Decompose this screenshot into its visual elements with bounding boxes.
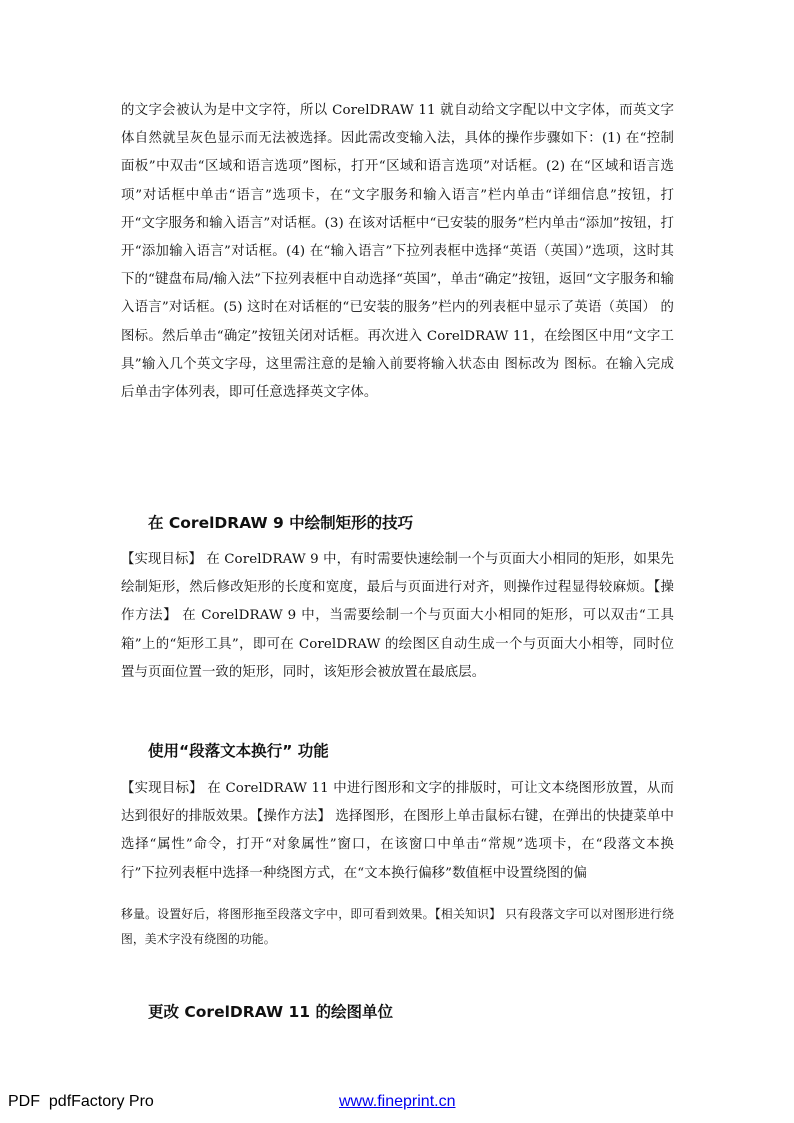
heading-change-drawing-units: 更改 CorelDRAW 11 的绘图单位 xyxy=(148,1003,393,1021)
text-wrap-paragraph: 【实现目标】 在 CorelDRAW 11 中进行图形和文字的排版时，可让文本绕图形放置，从而达到很好的排版效果。【操作方法】 选择图形，在图形上单击鼠标右键，在弹出的快捷菜单中选择“属性”命令，打开“对象属性”窗口，在该窗口中单击“常规”选项卡，在“段落文本换行”下拉列表框中选择一种绕图方式，在“文本换行偏移”数值框中设置绕图的偏 xyxy=(121,781,674,881)
heading-draw-rectangle: 在 CorelDRAW 9 中绘制矩形的技巧 xyxy=(148,514,414,532)
intro-paragraph: 的文字会被认为是中文字符，所以 CorelDRAW 11 就自动给文字配以中文字体，而英文字体自然就呈灰色显示而无法被选择。因此需改变输入法，具体的操作步骤如下：(1) 在“控制面板”中双击“区域和语言选项”图标，打开“区域和语言选项”对话框。(2) 在“区域和语言选项”对话框中单击“语言”选项卡，在“文字服务和输入语言”栏内单击“详细信息”按钮，打开“文字服务和输入语言”对话框。(3) 在该对话框中“已安装的服务”栏内单击“添加”按钮，打开“添加输入语言”对话框。(4) 在“输入语言”下拉列表框中选择“英语（英国）”选项，这时其下的“键盘布局/输入法”下拉列表框中自动选择“英国”，单击“确定”按钮，返回“文字服务和输入语言”对话框。(5) 这时在对话框的“已安装的服务”栏内的列表框中显示了英语（英国） 的图标。然后单击“确定”按钮关闭对话框。再次进入 CorelDRAW 11，在绘图区中用“文字工具”输入几个英文字母，这里需注意的是输入前要将输入状态由 图标改为 图标。在输入完成后单击字体列表，即可任意选择英文字体。 xyxy=(121,103,674,401)
fineprint-link[interactable]: www.fineprint.cn xyxy=(339,1093,456,1110)
text-wrap-paragraph-continued: 移量。设置好后，将图形拖至段落文字中，即可看到效果。【相关知识】 只有段落文字可以对图形进行绕图，美术字没有绕图的功能。 xyxy=(121,907,674,946)
rectangle-tip-paragraph: 【实现目标】 在 CorelDRAW 9 中，有时需要快速绘制一个与页面大小相同的矩形，如果先绘制矩形，然后修改矩形的长度和宽度，最后与页面进行对齐，则操作过程显得较麻烦。【操作方法】 在 CorelDRAW 9 中，当需要绘制一个与页面大小相同的矩形，可以双击“工具箱”上的“矩形工具”，即可在 CorelDRAW 的绘图区自动生成一个与页面大小相等，同时位置与页面位置一致的矩形，同时，该矩形会被放置在最底层。 xyxy=(121,552,674,680)
pdf-factory-watermark: PDF pdfFactory Pro xyxy=(8,1093,154,1110)
heading-paragraph-text-wrap: 使用“段落文本换行” 功能 xyxy=(148,742,329,760)
